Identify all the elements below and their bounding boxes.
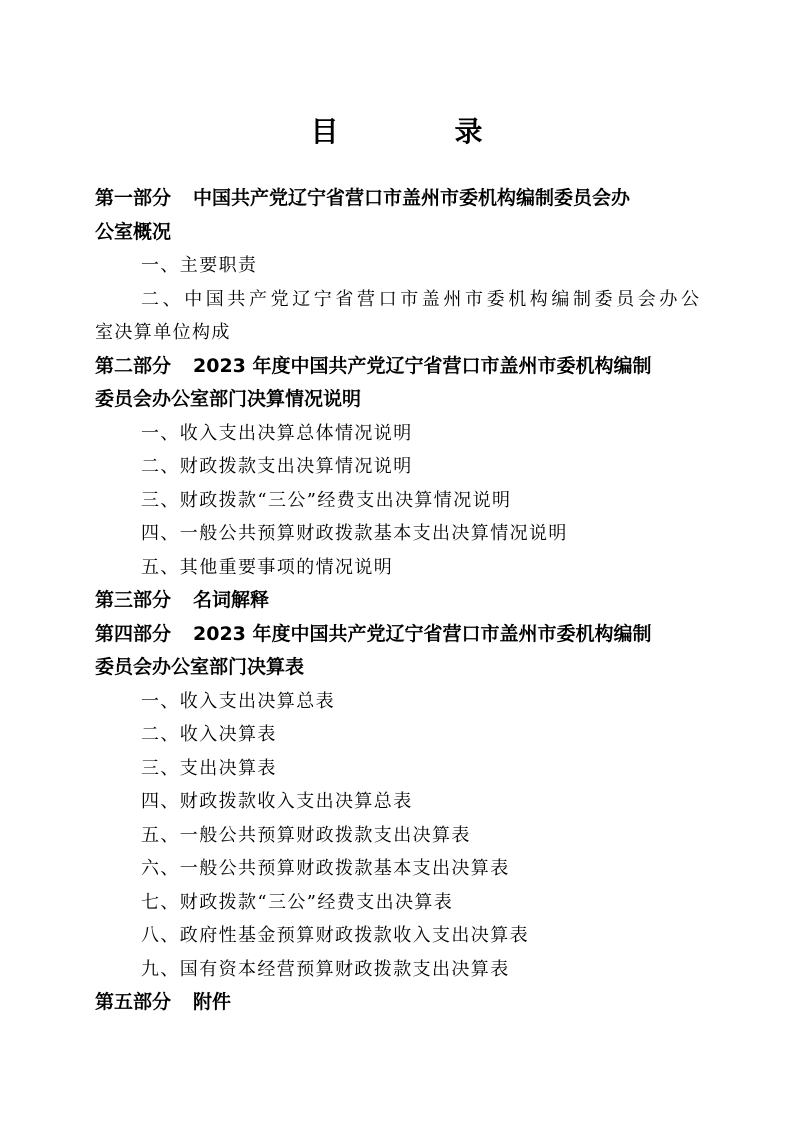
toc-item[interactable]: 六、一般公共预算财政拨款基本支出决算表 — [141, 858, 510, 879]
part-label: 第一部分 — [95, 187, 172, 209]
toc-item[interactable]: 四、一般公共预算财政拨款基本支出决算情况说明 — [141, 523, 568, 544]
toc-part-5[interactable] — [95, 986, 705, 1020]
toc-item[interactable]: 三、支出决算表 — [141, 757, 277, 779]
part-title: 2023 年度中国共产党辽宁省营口市盖州市委机构编制 — [193, 622, 652, 645]
toc-item[interactable]: 一、收入支出决算总表 — [141, 690, 335, 712]
toc-item[interactable]: 一、收入支出决算总体情况说明 — [141, 422, 413, 444]
toc-part-4-title-continued: 委员会办公室部门决算表 — [95, 656, 305, 678]
toc-item[interactable]: 九、国有资本经营预算财政拨款支出决算表 — [141, 958, 510, 980]
toc-item[interactable]: 二、中国共产党辽宁省营口市盖州市委机构编制委员会办公 — [141, 288, 703, 310]
toc-item[interactable]: 五、其他重要事项的情况说明 — [141, 556, 394, 578]
part-label: 第五部分 — [95, 991, 172, 1013]
toc-item[interactable]: 五、一般公共预算财政拨款支出决算表 — [141, 824, 471, 846]
toc-item[interactable]: 七、财政拨款“三公”经费支出决算表 — [141, 891, 454, 913]
part-title: 中国共产党辽宁省营口市盖州市委机构编制委员会办 — [193, 187, 631, 209]
page-title: 目 录 — [310, 115, 527, 148]
toc-part-1[interactable] — [95, 182, 705, 216]
toc-part-2[interactable] — [95, 350, 705, 384]
toc-part-2-title-continued: 委员会办公室部门决算情况说明 — [95, 388, 362, 410]
part-title: 附件 — [193, 991, 232, 1013]
toc-item-continued: 室决算单位构成 — [95, 322, 231, 343]
table-of-contents — [95, 182, 705, 1020]
toc-part-3[interactable] — [95, 584, 705, 618]
part-label: 第四部分 — [95, 622, 172, 645]
toc-item[interactable]: 八、政府性基金预算财政拨款收入支出决算表 — [141, 925, 529, 946]
toc-item[interactable]: 二、财政拨款支出决算情况说明 — [141, 456, 413, 477]
part-label: 第三部分 — [95, 589, 172, 611]
toc-item[interactable]: 一、主要职责 — [141, 255, 258, 276]
toc-item[interactable]: 三、财政拨款“三公”经费支出决算情况说明 — [141, 489, 512, 511]
toc-item[interactable]: 四、财政拨款收入支出决算总表 — [141, 791, 413, 812]
part-label: 第二部分 — [95, 354, 172, 377]
part-title: 名词解释 — [193, 589, 270, 611]
part-title: 2023 年度中国共产党辽宁省营口市盖州市委机构编制 — [193, 354, 652, 377]
toc-part-1-title-continued: 公室概况 — [95, 220, 172, 243]
toc-item[interactable]: 二、收入决算表 — [141, 724, 277, 745]
toc-part-4[interactable] — [95, 618, 705, 652]
